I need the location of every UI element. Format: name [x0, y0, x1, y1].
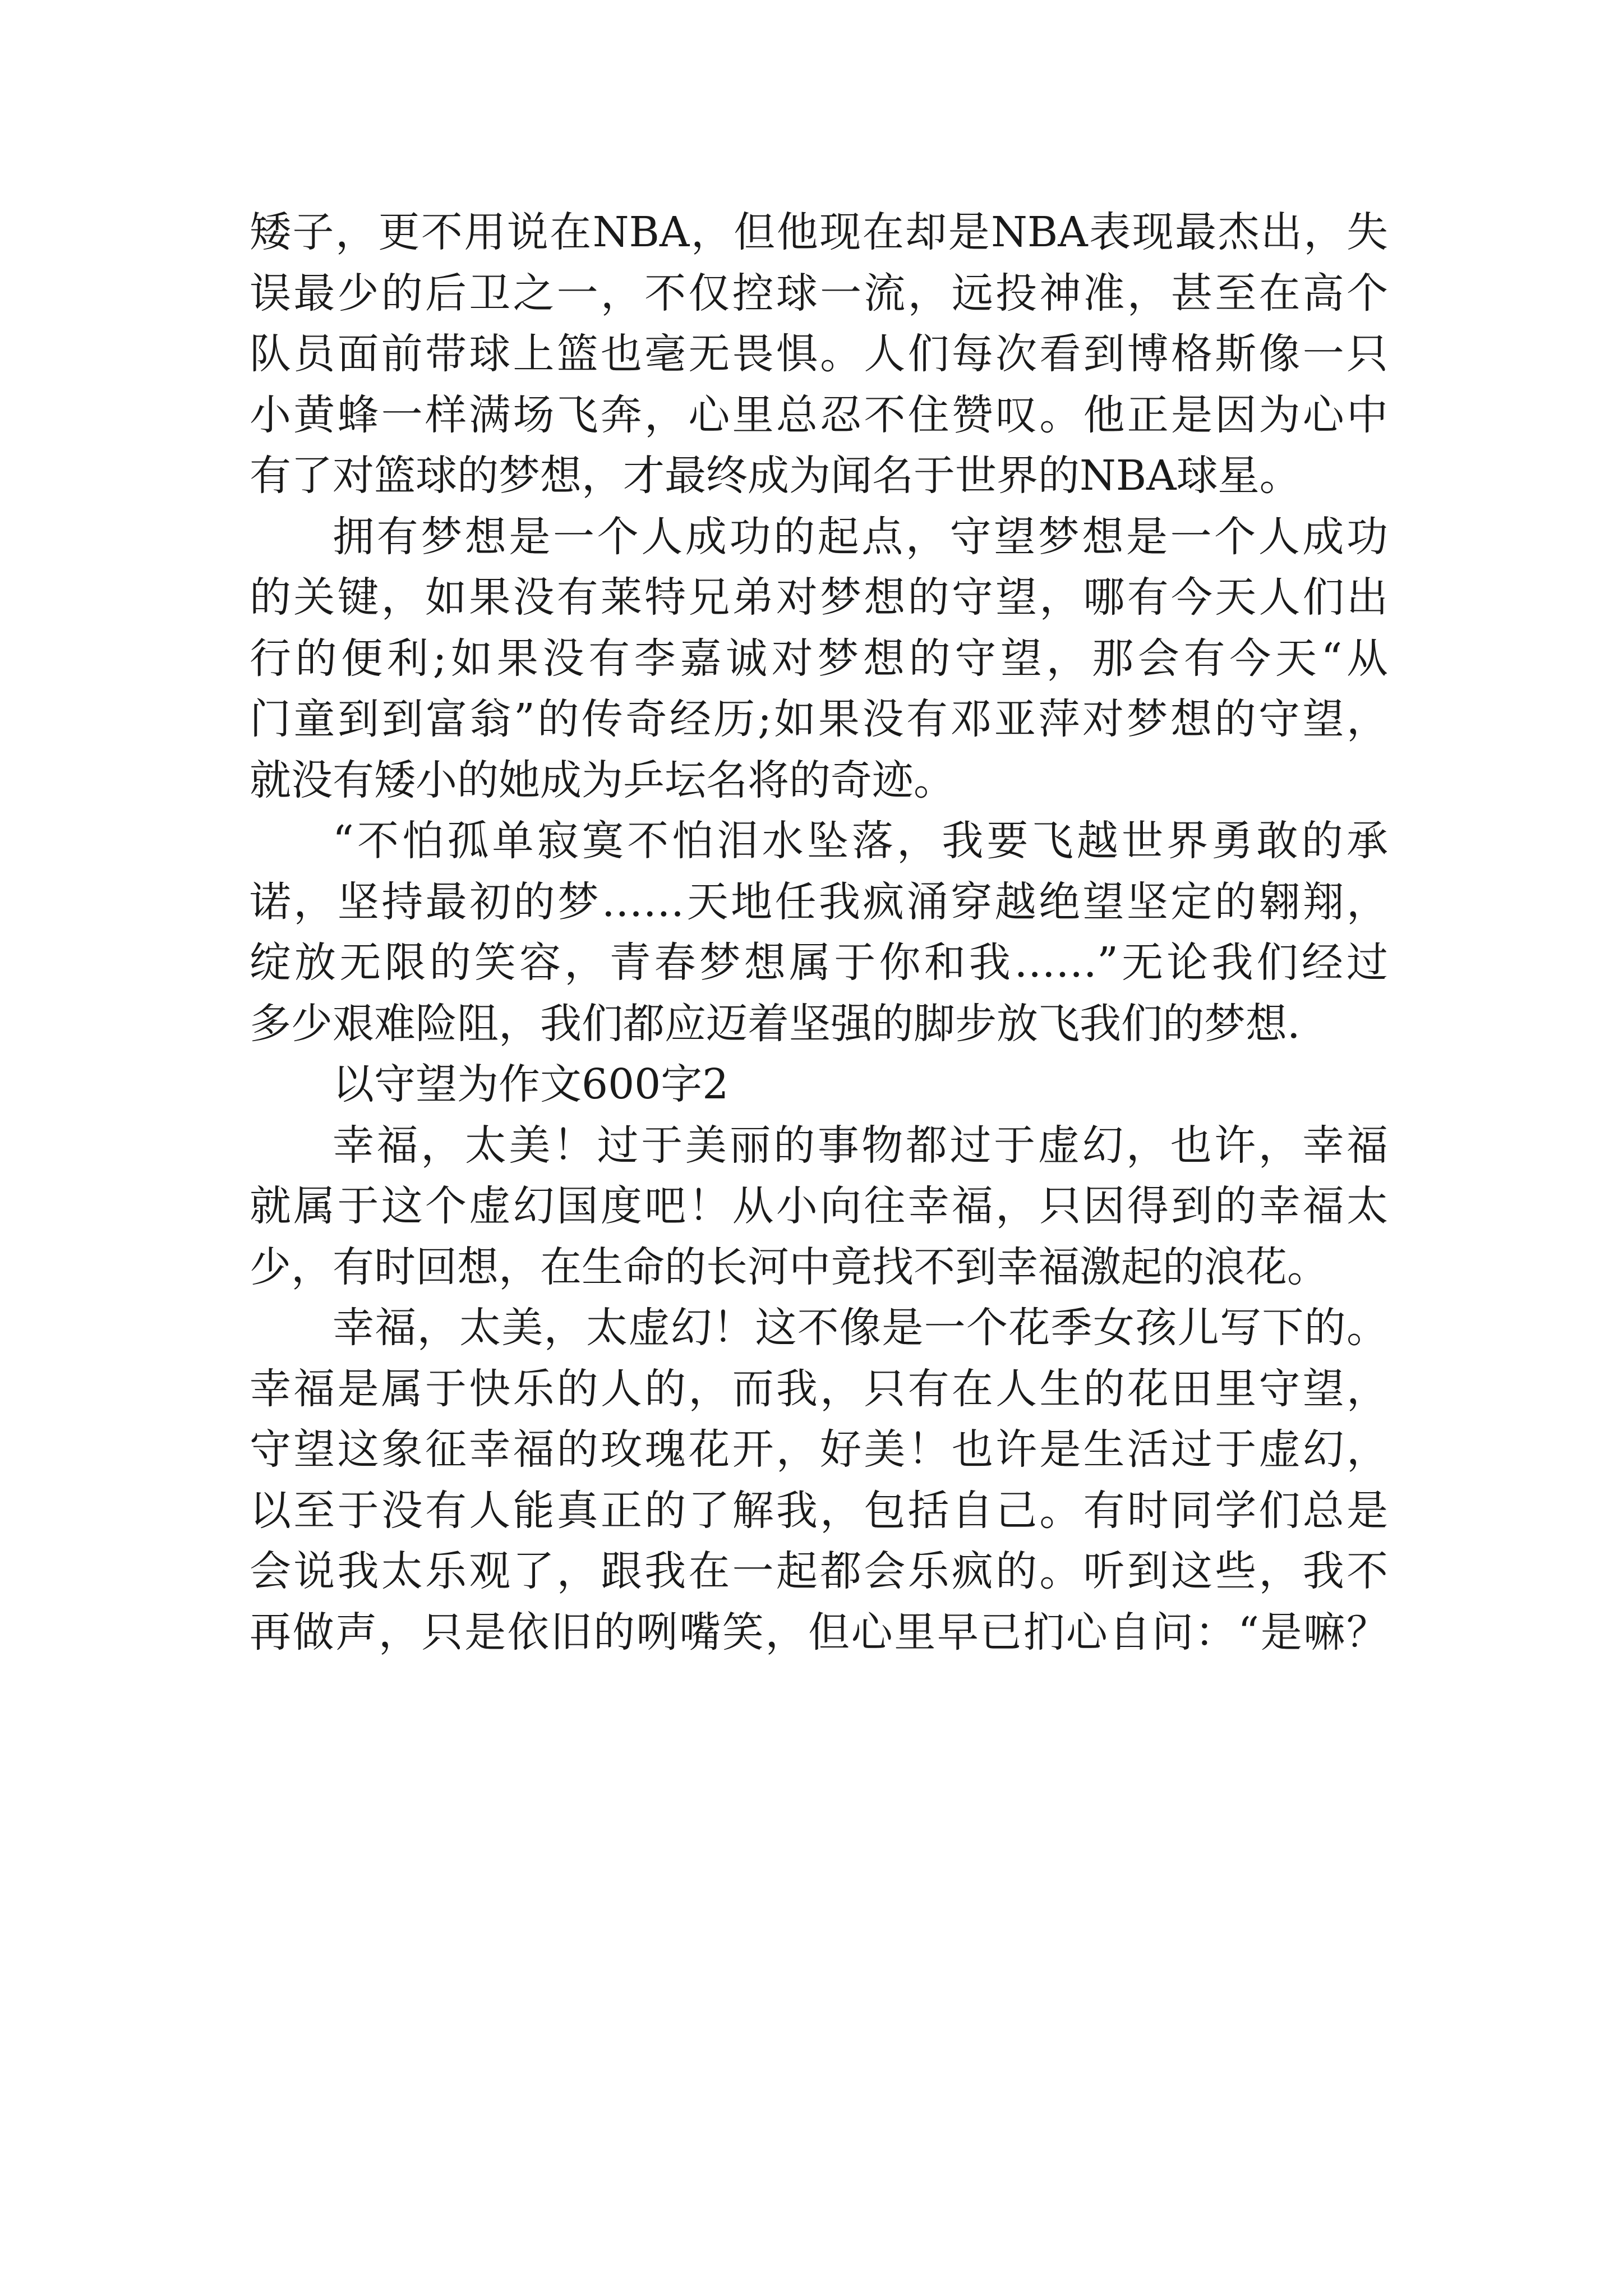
paragraph-first-line: “不怕孤单寂寞不怕泪水坠落，我要飞越世界勇敢的承	[333, 817, 1388, 865]
paragraph-first-line: 幸福，太美，太虚幻！这不像是一个花季女孩儿写下的。	[333, 1304, 1388, 1352]
text-line: 门童到到富翁”的传奇经历;如果没有邓亚萍对梦想的守望，	[250, 695, 1388, 743]
text-line: 有了对篮球的梦想，才最终成为闻名于世界的NBA球星。	[250, 452, 1301, 500]
section-heading: 以守望为作文600字2	[333, 1060, 729, 1108]
paragraph-first-line: 拥有梦想是一个人成功的起点，守望梦想是一个人成功	[333, 512, 1388, 561]
text-line: 再做声，只是依旧的咧嘴笑，但心里早已扪心自问：“是嘛？	[250, 1608, 1388, 1657]
text-line: 以至于没有人能真正的了解我，包括自己。有时同学们总是	[250, 1486, 1388, 1535]
text-line: 小黄蜂一样满场飞奔，心里总忍不住赞叹。他正是因为心中	[250, 390, 1388, 439]
text-line: 队员面前带球上篮也毫无畏惧。人们每次看到博格斯像一只	[250, 330, 1388, 378]
text-line: 诺，坚持最初的梦……天地任我疯涌穿越绝望坚定的翱翔，	[250, 877, 1388, 926]
text-line: 少，有时回想，在生命的长河中竟找不到幸福激起的浪花。	[250, 1243, 1329, 1291]
text-line: 就属于这个虚幻国度吧！从小向往幸福，只因得到的幸福太	[250, 1182, 1388, 1230]
document-body	[250, 202, 1388, 1663]
text-line: 误最少的后卫之一，不仅控球一流，远投神准，甚至在高个	[250, 269, 1388, 318]
text-line: 矮子，更不用说在NBA，但他现在却是NBA表现最杰出，失	[250, 208, 1388, 256]
text-line: 行的便利;如果没有李嘉诚对梦想的守望，那会有今天“从	[250, 634, 1388, 683]
text-line: 就没有矮小的她成为乒坛名将的奇迹。	[250, 756, 955, 804]
paragraph-first-line: 幸福，太美！过于美丽的事物都过于虚幻，也许，幸福	[333, 1121, 1388, 1170]
text-line: 多少艰难险阻，我们都应迈着坚强的脚步放飞我们的梦想.	[250, 999, 1301, 1048]
text-line: 会说我太乐观了，跟我在一起都会乐疯的。听到这些，我不	[250, 1547, 1388, 1595]
text-line: 绽放无限的笑容，青春梦想属于你和我……”无论我们经过	[250, 938, 1388, 987]
text-line: 幸福是属于快乐的人的，而我，只有在人生的花田里守望，	[250, 1364, 1388, 1413]
text-line: 守望这象征幸福的玫瑰花开，好美！也许是生活过于虚幻，	[250, 1425, 1388, 1474]
text-line: 的关键，如果没有莱特兄弟对梦想的守望，哪有今天人们出	[250, 573, 1388, 622]
